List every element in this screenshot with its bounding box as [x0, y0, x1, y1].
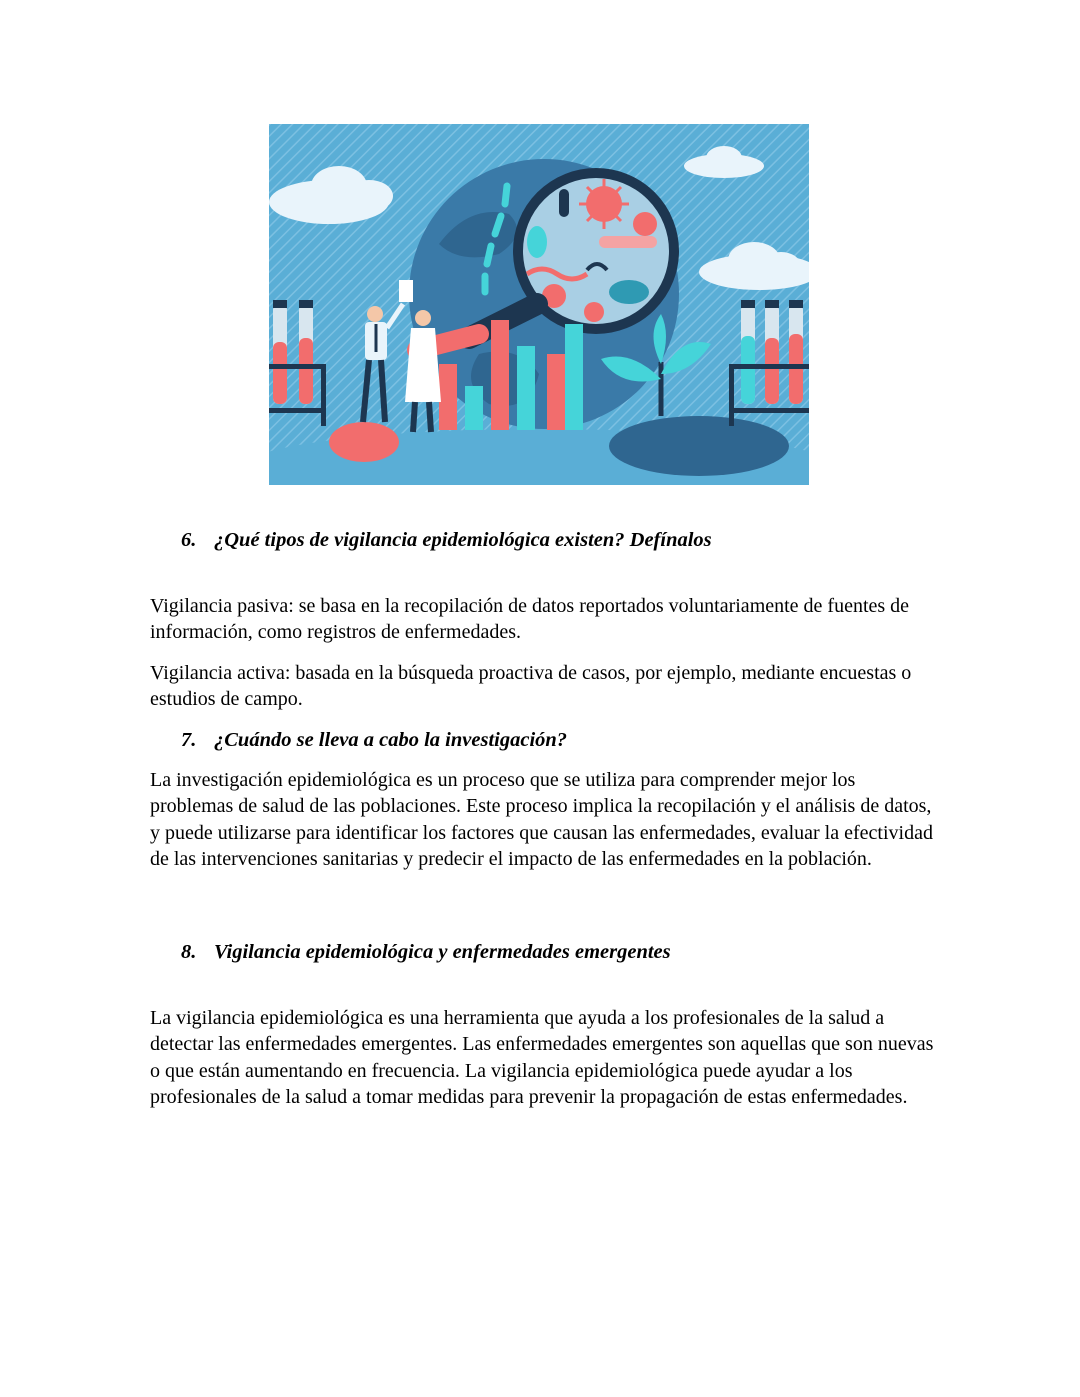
paragraph: Vigilancia pasiva: se basa en la recopilación de datos reportados voluntariamente de fuentes de información, como registros de enfermedades. — [150, 595, 910, 644]
paragraph: Vigilancia activa: basada en la búsqueda proactiva de casos, por ejemplo, mediante encuestas o estudios de campo. — [150, 662, 912, 711]
section-heading — [181, 527, 712, 553]
section-number: 7. — [181, 729, 197, 751]
section-heading — [181, 727, 567, 753]
paragraph: La investigación epidemiológica es un proceso que se utiliza para comprender mejor los problemas de salud de las poblaciones. Este proceso implica la recopilación y el análisis de datos, y puede utilizarse para identificar los factores que causan las enfermedades, evaluar la efectividad de las intervenciones sanitarias y predecir el impacto de las enfermedades en la población. — [150, 769, 933, 871]
paragraph: La vigilancia epidemiológica es una herramienta que ayuda a los profesionales de la salud a detectar las enfermedades emergentes. Las enfermedades emergentes son aquellas que son nuevas o que están aumentando en frecuencia. La vigilancia epidemiológica puede ayudar a los profesionales de la salud a tomar medidas para prevenir la propagación de estas enfermedades. — [150, 1007, 934, 1109]
section-title: ¿Cuándo se lleva a cabo la investigación? — [214, 729, 568, 751]
section-title: ¿Qué tipos de vigilancia epidemiológica existen? Defínalos — [214, 529, 712, 551]
section-heading — [181, 939, 671, 965]
section-number: 6. — [181, 529, 197, 551]
epidemiology-illustration — [269, 124, 809, 485]
illustration-svg — [269, 124, 809, 485]
section-number: 8. — [181, 941, 197, 963]
section-title: Vigilancia epidemiológica y enfermedades emergentes — [214, 941, 671, 963]
